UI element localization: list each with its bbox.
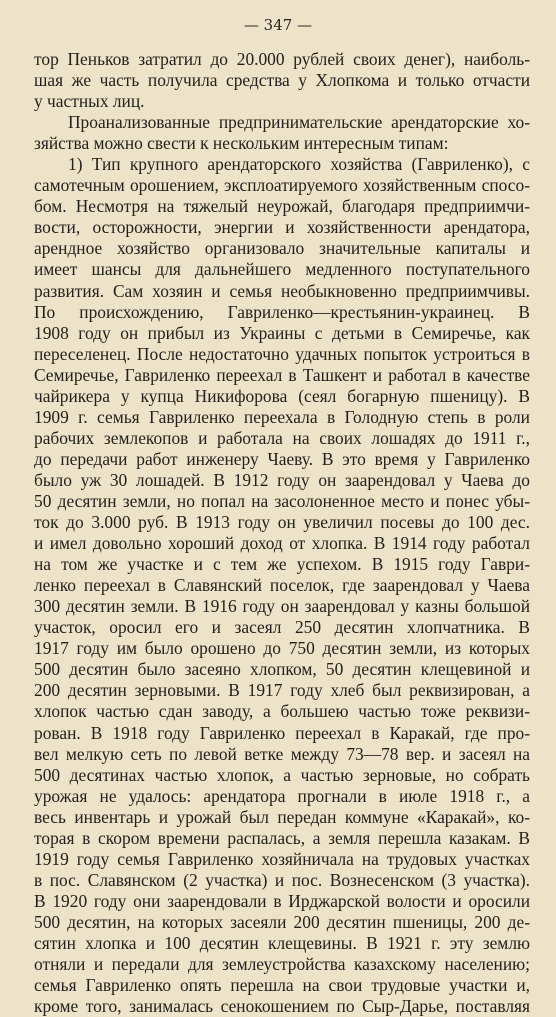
text-line: развития. Сам хозяин и семья необыкновенно предприимчивы. bbox=[34, 280, 530, 301]
text-line: 1909 г. семья Гавриленко переехала в Голодную степь в роли bbox=[34, 406, 530, 427]
text-line: на том же участке и с тем же успехом. В 1915 году Гаври- bbox=[34, 554, 530, 575]
text-line: переселенец. После недостаточно удачных попыток устроиться в bbox=[34, 343, 530, 364]
text-line: хлопок частью сдан заводу, а большею частью тоже реквизи- bbox=[34, 701, 530, 722]
text-line: По происхождению, Гавриленко—крестьянин-украинец. В bbox=[34, 301, 530, 322]
text-line: чайрикера у купца Никифорова (сеял богарную пшеницу). В bbox=[34, 385, 530, 406]
text-line: участок, оросил его и засеял 250 десятин хлопчатника. В bbox=[34, 617, 530, 638]
text-line: арендное хозяйство организовало значительные капиталы и bbox=[34, 238, 530, 259]
text-line: ленко переехал в Славянский поселок, где заарендовал у Чаева bbox=[34, 575, 530, 596]
text-line: торая в скором времени распалась, а земля перешла казакам. В bbox=[34, 827, 530, 848]
text-line: вости, осторожности, энергии и хозяйственности арендатора, bbox=[34, 217, 530, 238]
text-line: 500 десятинах частью хлопок, а частью зерновые, но собрать bbox=[34, 764, 530, 785]
body-text bbox=[34, 49, 530, 1017]
text-line: сятин хлопка и 100 десятин клещевины. В 1921 г. эту землю bbox=[34, 932, 530, 953]
text-line: урожая не удалось: арендатора прогнали в июле 1918 г., а bbox=[34, 785, 530, 806]
text-line: отняли и передали для землеустройства казахскому населению; bbox=[34, 954, 530, 975]
text-line: до передачи работ инженеру Чаеву. В это время у Гавриленко bbox=[34, 448, 530, 469]
text-line: Проанализованные предпринимательские арендаторские хо- bbox=[68, 112, 530, 133]
text-line: было уж 30 лошадей. В 1912 году он заарендовал у Чаева до bbox=[34, 469, 530, 490]
text-line: и имел довольно хороший доход от хлопка. В 1914 году работал bbox=[34, 533, 530, 554]
text-line: 1) Тип крупного арендаторского хозяйства (Гавриленко), с bbox=[68, 154, 530, 175]
text-line: 200 десятин зерновыми. В 1917 году хлеб был реквизирован, а bbox=[34, 680, 530, 701]
text-line: 1919 году семья Гавриленко хозяйничала на трудовых участках bbox=[34, 848, 530, 869]
text-line: 1917 году им было орошено до 750 десятин земли, из которых bbox=[34, 638, 530, 659]
text-line: весь инвентарь и урожай был передан коммуне «Каракай», ко- bbox=[34, 806, 530, 827]
text-line: тор Пеньков затратил до 20.000 рублей своих денег), наиболь- bbox=[34, 49, 530, 69]
text-line: семья Гавриленко опять перешла на свои трудовые участки и, bbox=[34, 975, 530, 996]
text-line: в пос. Славянском (2 участка) и пос. Вознесенском (3 участка). bbox=[34, 869, 530, 890]
text-line: у частных лиц. bbox=[34, 91, 145, 112]
text-line: зяйства можно свести к нескольким интересным типам: bbox=[34, 133, 449, 154]
text-line: 500 десятин было засеяно хлопком, 50 десятин клещевиной и bbox=[34, 659, 530, 680]
text-line: бом. Несмотря на тяжелый неурожай, благодаря предприимчи- bbox=[34, 196, 530, 217]
text-line: 50 десятин земли, но попал на засолоненное место и понес убы- bbox=[34, 490, 530, 511]
text-line: В 1920 году они заарендовали в Ирджарской волости и оросили bbox=[34, 890, 530, 911]
page-number: — 347 — bbox=[243, 16, 313, 34]
text-line: рабочих землекопов и работала на своих лошадях до 1911 г., bbox=[34, 427, 530, 448]
text-line: имеет шансы для дальнейшего медленного поступательного bbox=[34, 259, 530, 280]
text-line: Семиречье, Гавриленко переехал в Ташкент и работал в качестве bbox=[34, 364, 530, 385]
text-line: вел мелкую сеть по левой ветке между 73—78 вер. и засеял на bbox=[34, 743, 530, 764]
text-line: 500 десятин, на которых засеяли 200 десятин пшеницы, 200 де- bbox=[34, 911, 530, 932]
text-line: рован. В 1918 году Гавриленко переехал в Каракай, где про- bbox=[34, 722, 530, 743]
text-line: ток до 3.000 руб. В 1913 году он увеличил посевы до 100 дес. bbox=[34, 512, 530, 533]
text-line: 1908 году он прибыл из Украины с детьми в Семиречье, как bbox=[34, 322, 530, 343]
text-line: кроме того, занималась сенокошением по Сыр-Дарье, поставляя bbox=[34, 996, 530, 1017]
text-line: шая же часть получила средства у Хлопкома и только отчасти bbox=[34, 70, 530, 91]
text-line: 300 десятин земли. В 1916 году он заарендовал у казны большой bbox=[34, 596, 530, 617]
text-line: самотечным орошением, эксплоатируемого хозяйственным спосо- bbox=[34, 175, 530, 196]
